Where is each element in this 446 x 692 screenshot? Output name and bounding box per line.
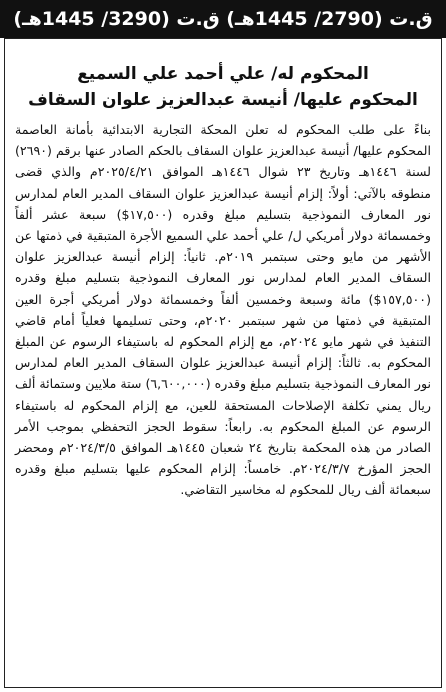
judgment-against-title: المحكوم عليها/ أنيسة عبدالعزيز علوان السقاف [28,90,418,110]
case-number-header [0,0,446,38]
notice-body: بناءً على طلب المحكوم له تعلن المحكة التجارية الابتدائية بأمانة العاصمة المحكوم عليها/ أنيسة عبدالعزيز علوان السقاف بالحكم الصادر عنها برقم (٢٦٩٠) لسنة ١٤٤٦هـ وتاريخ ٢٣ شوال ١٤٤٦هـ الموافق ٢٠٢٥/٤/٢١م والذي قضى منطوقه بالآتي: أولاً: إلزام أنيسة عبدالعزيز علوان السقاف المدير العام لمدارس نور المعارف النموذجية بتسليم مبلغ وقدره (١٧,٥٠٠$) سبعة عشر ألفاً وخمسمائة دولار أمريكي ل/ علي أحمد علي السميع الأجرة المتبقية في ذمتها عن الأشهر من مايو وحتى سبتمبر ٢٠١٩م. ثانياً: إلزام أنيسة عبدالعزيز علوان السقاف المدير العام لمدارس نور المعارف النموذجية بتسليم مبلغ وقدره (١٥٧,٥٠٠$) مائة وسبعة وخمسين ألفاً وخمسمائة دولار أمريكي أجرة العين المتبقية في ذمتها من شهر سبتمبر ٢٠٢٠م، وحتى تسليمها فعلياً أمام قاضي التنفيذ في شهر مايو ٢٠٢٤م، مع إلزام المحكوم له باستيفاء الرسوم عن المبلغ المحكوم به. ثالثاً: إلزام أنيسة عبدالعزيز علوان السقاف المدير العام لمدارس نور المعارف النموذجية بتسليم مبلغ وقدره (٦,٦٠٠,٠٠٠) ستة ملايين وستمائة ألف ريال يمني تكلفة الإصلاحات المستحقة للعين، مع إلزام المحكوم له باستيفاء الرسوم عن المبلغ المحكوم به. رابعاً: سقوط الحجز التحفظي بموجب الأمر الصادر من هذه المحكمة بتاريخ ٢٤ شعبان ١٤٤٥هـ الموافق ٢٠٢٤/٣/٥م ومحضر الحجز المؤرخ ٢٠٢٤/٣/٧م. خامساً: إلزام المحكوم عليها بتسليم مبلغ وقدره سبعمائة ألف ريال للمحكوم له مخاسير التقاضي. [15,122,432,498]
notice-frame [4,38,442,688]
case-numbers: ق.ت (2790/ 1445هـ) ق.ت (3290/ 1445هـ) [13,8,433,30]
judgment-for-title: المحكوم له/ علي أحمد علي السميع [77,64,369,84]
